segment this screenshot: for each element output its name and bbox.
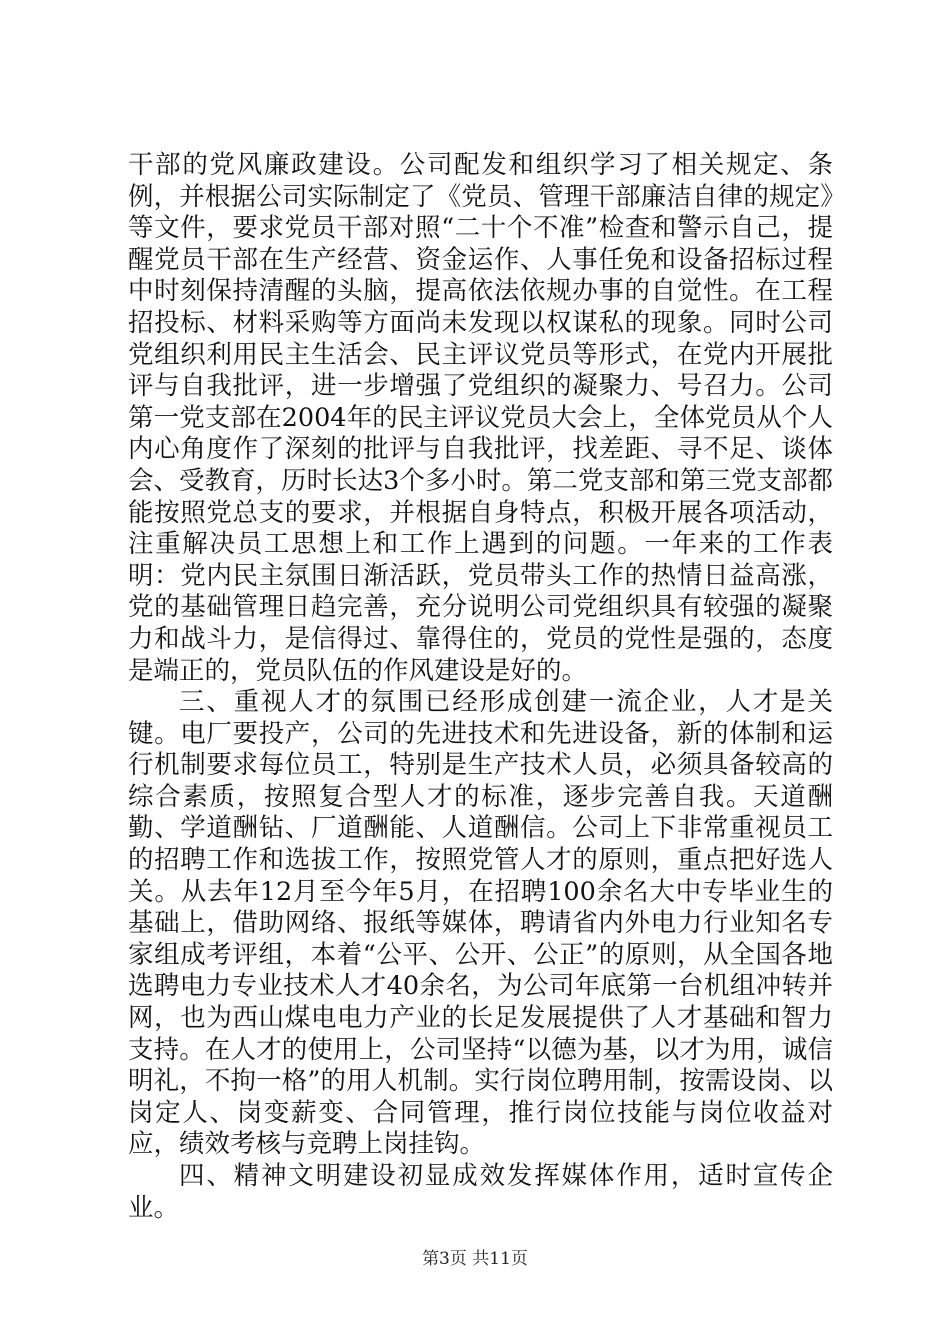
page-number-footer: 第3页 共11页 bbox=[422, 1249, 528, 1269]
document-body bbox=[128, 150, 833, 1224]
paragraph-3: 四、精神文明建设初显成效发挥媒体作用，适时宣传企业。 bbox=[128, 1161, 833, 1223]
paragraph-2: 三、重视人才的氛围已经形成创建一流企业，人才是关键。电厂要投产，公司的先进技术和先进设备，新的体制和运行机制要求每位员工，特别是生产技术人员，必须具备较高的综合素质，按照复合型人才的标准，逐步完善自我。天道酬勤、学道酬钻、厂道酬能、人道酬信。公司上下非常重视员工的招聘工作和选拔工作，按照党管人才的原则，重点把好选人关。从去年12月至今年5月，在招聘100余名大中专毕业生的基础上，借助网络、报纸等媒体，聘请省内外电力行业知名专家组成考评组，本着“公平、公开、公正”的原则，从全国各地选聘电力专业技术人才40余名，为公司年底第一台机组冲转并网，也为西山煤电电力产业的长足发展提供了人才基础和智力支持。在人才的使用上，公司坚持“以德为基，以才为用，诚信明礼，不拘一格”的用人机制。实行岗位聘用制，按需设岗、以岗定人、岗变薪变、合同管理，推行岗位技能与岗位收益对应，绩效考核与竞聘上岗挂钩。 bbox=[128, 687, 833, 1160]
paragraph-1: 干部的党风廉政建设。公司配发和组织学习了相关规定、条例，并根据公司实际制定了《党员、管理干部廉洁自律的规定》等文件，要求党员干部对照“二十个不准”检查和警示自己，提醒党员干部在生产经营、资金运作、人事任免和设备招标过程中时刻保持清醒的头脑，提高依法依规办事的自觉性。在工程招投标、材料采购等方面尚未发现以权谋私的现象。同时公司党组织利用民主生活会、民主评议党员等形式，在党内开展批评与自我批评，进一步增强了党组织的凝聚力、号召力。公司第一党支部在2004年的民主评议党员大会上，全体党员从个人内心角度作了深刻的批评与自我批评，找差距、寻不足、谈体会、受教育，历时长达3个多小时。第二党支部和第三党支部都能按照党总支的要求，并根据自身特点，积极开展各项活动，注重解决员工思想上和工作上遇到的问题。一年来的工作表明：党内民主氛围日渐活跃，党员带头工作的热情日益高涨，党的基础管理日趋完善，充分说明公司党组织具有较强的凝聚力和战斗力，是信得过、靠得住的，党员的党性是强的，态度是端正的，党员队伍的作风建设是好的。 bbox=[128, 150, 833, 686]
